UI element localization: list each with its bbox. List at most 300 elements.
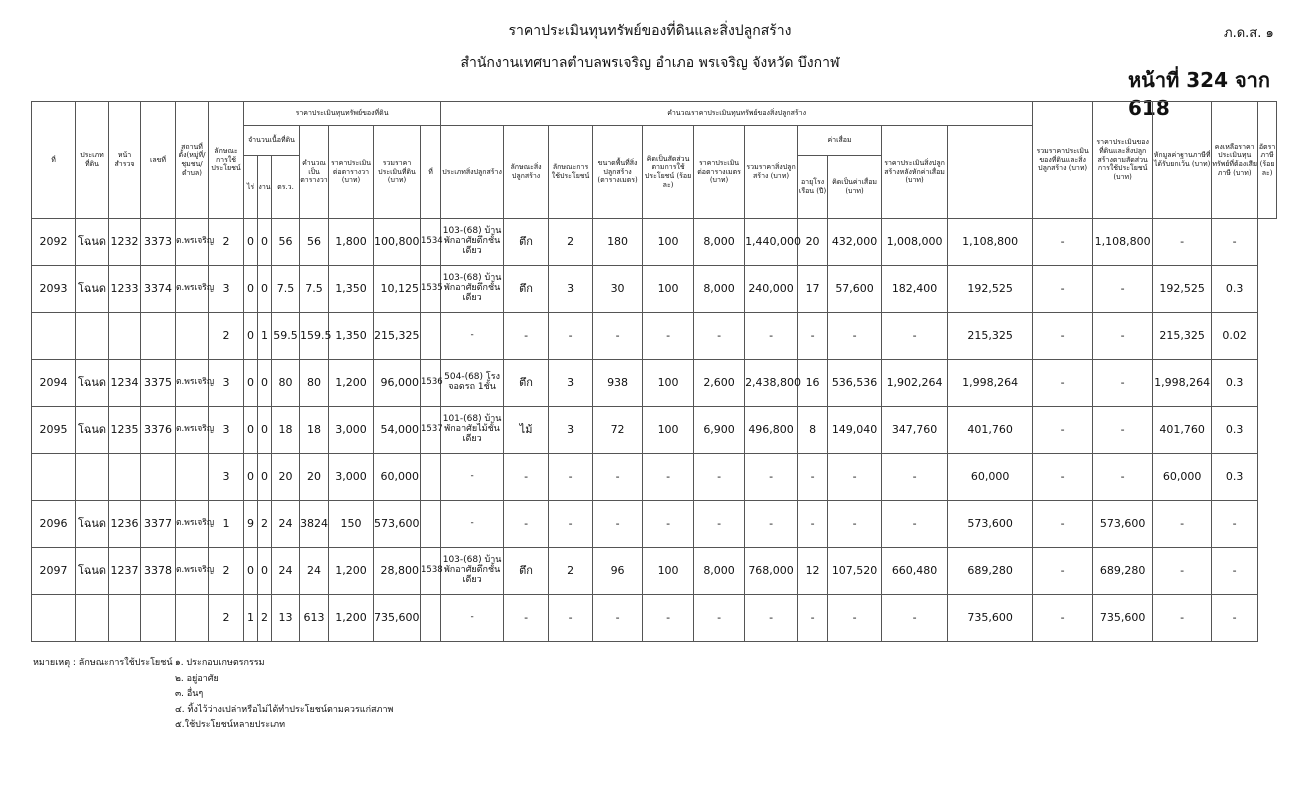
cell-b-usage: -	[549, 313, 593, 360]
cell-b-dep: 107,520	[828, 548, 882, 595]
col-building-age: อายุโรงเรือน (ปี)	[798, 156, 828, 219]
cell-b-pct: 100	[643, 219, 694, 266]
cell-ngan: 1	[258, 313, 272, 360]
office-subtitle: สำนักงานเทศบาลตำบลพรเจริญ อำเภอ พรเจริญ จังหวัด บึงกาฬ	[460, 55, 840, 71]
cell-b-kind: -	[504, 313, 549, 360]
cell-location: ต.พรเจริญ	[176, 501, 209, 548]
cell-b-dep: -	[828, 313, 882, 360]
cell-b-area: 30	[593, 266, 643, 313]
col-building-kind: ลักษณะสิ่งปลูกสร้าง	[504, 126, 549, 219]
cell-b-area: 938	[593, 360, 643, 407]
cell-tax-rate: 0.02	[1212, 313, 1258, 360]
cell-survey: 1237	[109, 548, 141, 595]
cell-b-total: -	[745, 454, 798, 501]
cell-ngan: 2	[258, 595, 272, 642]
cell-b-kind: ตึก	[504, 360, 549, 407]
cell-proportion: -	[1033, 548, 1093, 595]
col-building-total: รวมราคาสิ่งปลูกสร้าง (บาท)	[745, 126, 798, 219]
table-row	[32, 360, 1277, 407]
cell-proportion: -	[1033, 407, 1093, 454]
cell-land-total: 215,325	[374, 313, 421, 360]
col-remaining: คงเหลือราคาประเมินทุนทรัพย์ที่ต้องเสียภาษี (บาท)	[1212, 102, 1258, 219]
cell-land-type	[76, 595, 109, 642]
cell-b-no	[421, 595, 441, 642]
cell-b-price-m: 8,000	[694, 266, 745, 313]
note-item: ๓. อื่นๆ	[175, 689, 204, 699]
cell-usage: 3	[209, 266, 244, 313]
col-usage: ลักษณะการใช้ประโยชน์	[209, 102, 244, 219]
cell-location	[176, 454, 209, 501]
notes-label: หมายเหตุ : ลักษณะการใช้ประโยชน์	[33, 658, 173, 668]
cell-sum-all: 735,600	[948, 595, 1033, 642]
table-row	[32, 595, 1277, 642]
cell-sum-all: 689,280	[948, 548, 1033, 595]
cell-number	[141, 313, 176, 360]
cell-price-per-wa: 150	[329, 501, 374, 548]
cell-b-price-m: 8,000	[694, 548, 745, 595]
cell-b-usage: 3	[549, 360, 593, 407]
cell-proportion: -	[1033, 313, 1093, 360]
cell-deduction: 689,280	[1093, 548, 1153, 595]
table-row	[32, 219, 1277, 266]
cell-ngan: 0	[258, 454, 272, 501]
cell-proportion: -	[1033, 501, 1093, 548]
cell-b-price-m: 2,600	[694, 360, 745, 407]
cell-b-usage: 3	[549, 407, 593, 454]
col-building-type: ประเภทสิ่งปลูกสร้าง	[441, 126, 504, 219]
col-building-no: ที่	[421, 126, 441, 219]
cell-land-total: 28,800	[374, 548, 421, 595]
cell-b-usage: -	[549, 454, 593, 501]
cell-b-no: 1538	[421, 548, 441, 595]
cell-b-kind: ตึก	[504, 548, 549, 595]
cell-price-per-wa: 1,350	[329, 266, 374, 313]
cell-ngan: 0	[258, 360, 272, 407]
cell-b-kind: -	[504, 595, 549, 642]
cell-wa: 24	[272, 501, 300, 548]
cell-b-after: -	[882, 313, 948, 360]
table-row	[32, 266, 1277, 313]
note-item: ๔. ทิ้งไว้ว่างเปล่าหรือไม่ได้ทำประโยชน์ตามควรแก่สภาพ	[175, 704, 394, 715]
cell-survey	[109, 313, 141, 360]
cell-b-type: 504-(68) โรงจอดรถ 1ชั้น	[441, 360, 504, 407]
cell-b-no	[421, 501, 441, 548]
table-row	[32, 454, 1277, 501]
cell-sq-wa: 18	[300, 407, 329, 454]
cell-price-per-wa: 3,000	[329, 407, 374, 454]
cell-b-after: -	[882, 454, 948, 501]
cell-wa: 24	[272, 548, 300, 595]
cell-b-age: -	[798, 501, 828, 548]
cell-deduction: -	[1093, 407, 1153, 454]
cell-wa: 56	[272, 219, 300, 266]
cell-ngan: 0	[258, 407, 272, 454]
note-item: ๒. อยู่อาศัย	[175, 673, 219, 684]
cell-land-type	[76, 313, 109, 360]
cell-proportion: -	[1033, 454, 1093, 501]
cell-deduction: 573,600	[1093, 501, 1153, 548]
cell-sum-all: 60,000	[948, 454, 1033, 501]
group-depreciation: ค่าเสื่อม	[798, 126, 882, 156]
col-wa: ตร.ว.	[272, 156, 300, 219]
cell-b-age: 16	[798, 360, 828, 407]
cell-b-area: -	[593, 313, 643, 360]
cell-location: ต.พรเจริญ	[176, 548, 209, 595]
cell-b-after: 347,760	[882, 407, 948, 454]
cell-b-usage: 2	[549, 548, 593, 595]
cell-b-usage: -	[549, 595, 593, 642]
cell-land-total: 10,125	[374, 266, 421, 313]
cell-b-pct: -	[643, 595, 694, 642]
cell-b-age: -	[798, 454, 828, 501]
cell-b-type: 103-(68) บ้านพักอาศัยตึกชั้นเดียว	[441, 219, 504, 266]
table-row	[32, 548, 1277, 595]
table-row	[32, 501, 1277, 548]
col-deduction: หักมูลค่าฐานภาษีที่ได้รับยกเว้น (บาท)	[1153, 102, 1212, 219]
cell-b-area: 180	[593, 219, 643, 266]
table-row	[32, 313, 1277, 360]
cell-rai: 0	[244, 219, 258, 266]
cell-b-total: -	[745, 501, 798, 548]
cell-ngan: 2	[258, 501, 272, 548]
cell-b-pct: 100	[643, 266, 694, 313]
cell-deduction: -	[1093, 266, 1153, 313]
cell-no: 2096	[32, 501, 76, 548]
cell-b-type: -	[441, 501, 504, 548]
cell-b-usage: 3	[549, 266, 593, 313]
cell-b-kind: -	[504, 454, 549, 501]
cell-number: 3373	[141, 219, 176, 266]
cell-sum-all: 573,600	[948, 501, 1033, 548]
col-building-usage: ลักษณะการใช้ประโยชน์	[549, 126, 593, 219]
cell-land-type	[76, 454, 109, 501]
cell-b-after: 660,480	[882, 548, 948, 595]
cell-b-after: 1,902,264	[882, 360, 948, 407]
cell-number: 3374	[141, 266, 176, 313]
col-proportion: ราคาประเมินของที่ดินและสิ่งปลูกสร้างตามสัดส่วนการใช้ประโยชน์ (บาท)	[1093, 102, 1153, 219]
cell-sq-wa: 24	[300, 548, 329, 595]
cell-survey	[109, 595, 141, 642]
form-code: ภ.ด.ส. ๑	[1224, 26, 1274, 41]
cell-rai: 9	[244, 501, 258, 548]
cell-proportion: -	[1033, 360, 1093, 407]
cell-remaining: -	[1153, 501, 1212, 548]
cell-no: 2095	[32, 407, 76, 454]
cell-ngan: 0	[258, 548, 272, 595]
col-tax-rate: อัตราภาษี (ร้อยละ)	[1258, 102, 1277, 219]
cell-land-type: โฉนด	[76, 360, 109, 407]
cell-sum-all: 215,325	[948, 313, 1033, 360]
cell-number: 3377	[141, 501, 176, 548]
cell-survey: 1235	[109, 407, 141, 454]
cell-sq-wa: 80	[300, 360, 329, 407]
document-title: ราคาประเมินทุนทรัพย์ของที่ดินและสิ่งปลูกสร้าง	[508, 23, 792, 39]
cell-remaining: 215,325	[1153, 313, 1212, 360]
cell-b-after: -	[882, 595, 948, 642]
note-item: ๕.ใช้ประโยชน์หลายประเภท	[175, 720, 286, 730]
cell-rai: 0	[244, 407, 258, 454]
page-number: หน้าที่ 324 จาก 618	[1128, 68, 1271, 120]
cell-b-dep: -	[828, 595, 882, 642]
cell-survey: 1232	[109, 219, 141, 266]
cell-deduction: -	[1093, 454, 1153, 501]
cell-b-total: 2,438,800	[745, 360, 798, 407]
cell-b-pct: -	[643, 454, 694, 501]
cell-b-age: 12	[798, 548, 828, 595]
cell-sq-wa: 613	[300, 595, 329, 642]
cell-b-type: 103-(68) บ้านพักอาศัยตึกชั้นเดียว	[441, 266, 504, 313]
cell-tax-rate: 0.3	[1212, 266, 1258, 313]
cell-b-type: 103-(68) บ้านพักอาศัยตึกชั้นเดียว	[441, 548, 504, 595]
cell-b-total: 768,000	[745, 548, 798, 595]
cell-location: ต.พรเจริญ	[176, 266, 209, 313]
col-building-percent: คิดเป็นสัดส่วนตามการใช้ประโยชน์ (ร้อยละ)	[643, 126, 694, 219]
cell-number	[141, 454, 176, 501]
cell-price-per-wa: 1,200	[329, 548, 374, 595]
cell-b-dep: -	[828, 501, 882, 548]
cell-location: ต.พรเจริญ	[176, 219, 209, 266]
cell-b-kind: ตึก	[504, 266, 549, 313]
cell-survey: 1236	[109, 501, 141, 548]
col-survey-page: หน้าสำรวจ	[109, 102, 141, 219]
cell-b-usage: -	[549, 501, 593, 548]
cell-deduction: -	[1093, 360, 1153, 407]
cell-price-per-wa: 3,000	[329, 454, 374, 501]
cell-number: 3376	[141, 407, 176, 454]
cell-land-total: 735,600	[374, 595, 421, 642]
cell-wa: 80	[272, 360, 300, 407]
cell-rai: 0	[244, 360, 258, 407]
cell-tax-rate: -	[1212, 501, 1258, 548]
cell-land-total: 573,600	[374, 501, 421, 548]
cell-b-no: 1534	[421, 219, 441, 266]
cell-b-price-m: -	[694, 313, 745, 360]
cell-no	[32, 595, 76, 642]
cell-b-price-m: 8,000	[694, 219, 745, 266]
col-land-total: รวมราคาประเมินที่ดิน (บาท)	[374, 126, 421, 219]
cell-remaining: 1,998,264	[1153, 360, 1212, 407]
cell-b-pct: 100	[643, 360, 694, 407]
cell-b-pct: -	[643, 501, 694, 548]
cell-tax-rate: 0.3	[1212, 454, 1258, 501]
cell-no	[32, 313, 76, 360]
cell-sq-wa: 20	[300, 454, 329, 501]
cell-rai: 0	[244, 548, 258, 595]
cell-sq-wa: 159.5	[300, 313, 329, 360]
cell-land-type: โฉนด	[76, 266, 109, 313]
group-building-assessment: คำนวณราคาประเมินทุนทรัพย์ของสิ่งปลูกสร้าง	[441, 102, 1033, 126]
cell-b-age: 20	[798, 219, 828, 266]
cell-land-type: โฉนด	[76, 501, 109, 548]
cell-ngan: 0	[258, 219, 272, 266]
cell-proportion: -	[1033, 595, 1093, 642]
assessment-table	[31, 101, 1277, 642]
cell-price-per-wa: 1,200	[329, 360, 374, 407]
cell-usage: 2	[209, 219, 244, 266]
cell-usage: 1	[209, 501, 244, 548]
cell-b-pct: 100	[643, 548, 694, 595]
cell-location: ต.พรเจริญ	[176, 360, 209, 407]
cell-sq-wa: 3824	[300, 501, 329, 548]
col-sq-wa: คำนวณเป็นตารางวา	[300, 126, 329, 219]
table-body	[32, 219, 1277, 642]
col-building-price-m: ราคาประเมินต่อตารางเมตร (บาท)	[694, 126, 745, 219]
cell-b-age: 17	[798, 266, 828, 313]
cell-b-pct: -	[643, 313, 694, 360]
col-rai: ไร่	[244, 156, 258, 219]
cell-land-total: 100,800	[374, 219, 421, 266]
cell-b-area: -	[593, 595, 643, 642]
cell-b-type: -	[441, 313, 504, 360]
table-row	[32, 407, 1277, 454]
cell-proportion: -	[1033, 219, 1093, 266]
cell-tax-rate: -	[1212, 219, 1258, 266]
cell-land-total: 60,000	[374, 454, 421, 501]
cell-price-per-wa: 1,350	[329, 313, 374, 360]
cell-no: 2092	[32, 219, 76, 266]
cell-rai: 0	[244, 313, 258, 360]
cell-wa: 18	[272, 407, 300, 454]
cell-b-type: -	[441, 595, 504, 642]
cell-land-type: โฉนด	[76, 548, 109, 595]
cell-no: 2093	[32, 266, 76, 313]
col-ngan: งาน	[258, 156, 272, 219]
cell-remaining: -	[1153, 219, 1212, 266]
cell-survey: 1234	[109, 360, 141, 407]
cell-b-total: -	[745, 595, 798, 642]
cell-remaining: 401,760	[1153, 407, 1212, 454]
cell-b-no: 1536	[421, 360, 441, 407]
cell-sum-all: 1,108,800	[948, 219, 1033, 266]
cell-b-total: 240,000	[745, 266, 798, 313]
cell-b-no	[421, 454, 441, 501]
cell-usage: 2	[209, 313, 244, 360]
cell-rai: 1	[244, 595, 258, 642]
col-no: ที่	[32, 102, 76, 219]
cell-location: ต.พรเจริญ	[176, 407, 209, 454]
notes	[33, 656, 393, 734]
cell-b-type: -	[441, 454, 504, 501]
cell-remaining: -	[1153, 548, 1212, 595]
cell-usage: 2	[209, 595, 244, 642]
cell-no	[32, 454, 76, 501]
cell-number	[141, 595, 176, 642]
cell-tax-rate: 0.3	[1212, 360, 1258, 407]
cell-b-dep: 536,536	[828, 360, 882, 407]
cell-deduction: -	[1093, 313, 1153, 360]
cell-b-age: -	[798, 313, 828, 360]
note-item: ๑. ประกอบเกษตรกรรม	[175, 658, 265, 668]
cell-b-dep: 57,600	[828, 266, 882, 313]
cell-price-per-wa: 1,200	[329, 595, 374, 642]
cell-b-age: -	[798, 595, 828, 642]
cell-b-total: -	[745, 313, 798, 360]
group-land-assessment: ราคาประเมินทุนทรัพย์ของที่ดิน	[244, 102, 441, 126]
cell-tax-rate: -	[1212, 595, 1258, 642]
cell-price-per-wa: 1,800	[329, 219, 374, 266]
cell-land-type: โฉนด	[76, 219, 109, 266]
cell-b-no: 1535	[421, 266, 441, 313]
group-land-area: จำนวนเนื้อที่ดิน	[244, 126, 300, 156]
col-land-type: ประเภทที่ดิน	[76, 102, 109, 219]
cell-b-kind: ไม้	[504, 407, 549, 454]
cell-b-dep: 149,040	[828, 407, 882, 454]
cell-sum-all: 192,525	[948, 266, 1033, 313]
cell-number: 3378	[141, 548, 176, 595]
cell-deduction: 735,600	[1093, 595, 1153, 642]
cell-b-dep: 432,000	[828, 219, 882, 266]
cell-b-pct: 100	[643, 407, 694, 454]
cell-wa: 7.5	[272, 266, 300, 313]
cell-b-area: 72	[593, 407, 643, 454]
col-depreciation: คิดเป็นค่าเสื่อม (บาท)	[828, 156, 882, 219]
cell-location	[176, 595, 209, 642]
cell-land-type: โฉนด	[76, 407, 109, 454]
cell-b-no	[421, 313, 441, 360]
cell-b-type: 101-(68) บ้านพักอาศัยไม้ชั้นเดียว	[441, 407, 504, 454]
cell-survey	[109, 454, 141, 501]
cell-b-total: 1,440,000	[745, 219, 798, 266]
cell-survey: 1233	[109, 266, 141, 313]
cell-tax-rate: 0.3	[1212, 407, 1258, 454]
cell-b-price-m: -	[694, 501, 745, 548]
cell-sq-wa: 56	[300, 219, 329, 266]
cell-location	[176, 313, 209, 360]
cell-b-dep: -	[828, 454, 882, 501]
cell-wa: 59.5	[272, 313, 300, 360]
col-building-after-dep: ราคาประเมินสิ่งปลูกสร้างหลังหักค่าเสื่อม (บาท)	[882, 126, 948, 219]
cell-usage: 3	[209, 454, 244, 501]
cell-remaining: 192,525	[1153, 266, 1212, 313]
cell-b-kind: -	[504, 501, 549, 548]
cell-remaining: 60,000	[1153, 454, 1212, 501]
cell-b-usage: 2	[549, 219, 593, 266]
cell-b-price-m: 6,900	[694, 407, 745, 454]
cell-rai: 0	[244, 454, 258, 501]
cell-deduction: 1,108,800	[1093, 219, 1153, 266]
col-number: เลขที่	[141, 102, 176, 219]
cell-sum-all: 1,998,264	[948, 360, 1033, 407]
cell-b-age: 8	[798, 407, 828, 454]
cell-no: 2097	[32, 548, 76, 595]
cell-proportion: -	[1033, 266, 1093, 313]
cell-number: 3375	[141, 360, 176, 407]
cell-sum-all: 401,760	[948, 407, 1033, 454]
cell-wa: 20	[272, 454, 300, 501]
cell-b-kind: ตึก	[504, 219, 549, 266]
cell-b-area: 96	[593, 548, 643, 595]
col-building-area: ขนาดพื้นที่สิ่งปลูกสร้าง (ตารางเมตร)	[593, 126, 643, 219]
cell-b-after: 182,400	[882, 266, 948, 313]
cell-no: 2094	[32, 360, 76, 407]
cell-wa: 13	[272, 595, 300, 642]
cell-usage: 3	[209, 360, 244, 407]
col-sum-all: รวมราคาประเมินของที่ดินและสิ่งปลูกสร้าง (บาท)	[1033, 102, 1093, 219]
cell-b-after: -	[882, 501, 948, 548]
cell-ngan: 0	[258, 266, 272, 313]
col-location: สถานที่ตั้ง(หมู่ที่/ชุมชน/ตำบล)	[176, 102, 209, 219]
cell-b-total: 496,800	[745, 407, 798, 454]
cell-b-area: -	[593, 501, 643, 548]
col-price-per-wa: ราคาประเมินต่อตารางวา (บาท)	[329, 126, 374, 219]
cell-b-price-m: -	[694, 595, 745, 642]
cell-b-price-m: -	[694, 454, 745, 501]
cell-land-total: 96,000	[374, 360, 421, 407]
cell-b-area: -	[593, 454, 643, 501]
cell-remaining: -	[1153, 595, 1212, 642]
cell-usage: 2	[209, 548, 244, 595]
cell-b-no: 1537	[421, 407, 441, 454]
